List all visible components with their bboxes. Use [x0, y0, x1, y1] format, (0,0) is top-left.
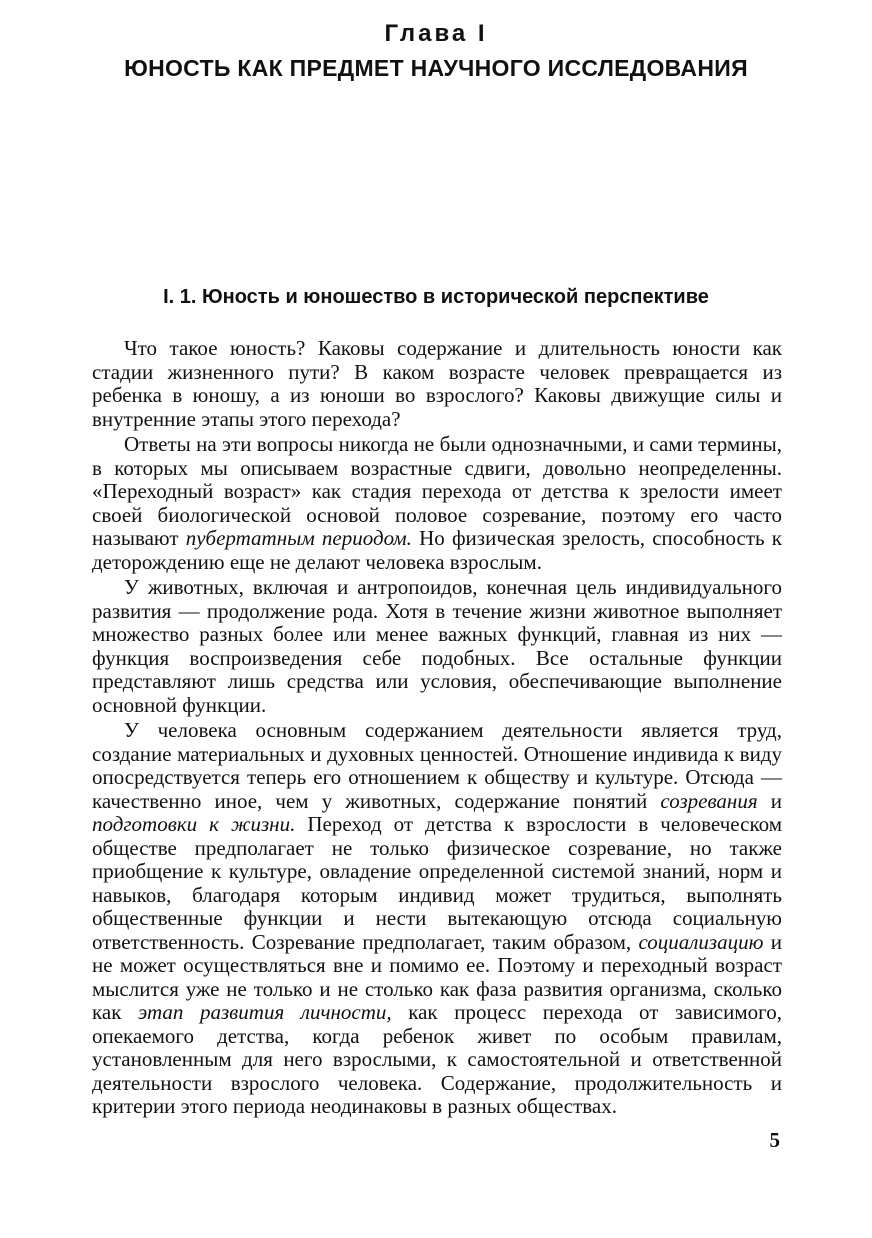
- body-text: [92, 337, 782, 1119]
- paragraph-4-emphasis-2: подготовки к жизни.: [92, 812, 296, 836]
- paragraph-4-emphasis-1: созревания: [660, 788, 758, 813]
- paragraph-4-text-3: Переход от детства к взрослости в человеческом обществе предполагает не только физическое созревание, но также приобщение к культуре, овладение определенной системой знаний, норм и навыков, благодаря которым индивид может трудиться, выполнять общественные функции и нести вытекающую отсюда социальную ответственность. Созревание предполагает, таким образом,: [92, 812, 782, 954]
- paragraph-4-text-1: У человека основным содержанием деятельности является труд, создание материальных и духовных ценностей. Отношение индивида к виду опосредствуется теперь его отношением к обществу и культуре. Отсюда — качественно иное, чем у животных, содержание понятий: [92, 718, 782, 813]
- paragraph-4: [92, 719, 782, 1119]
- section-heading: I. 1. Юность и юношество в исторической перспективе: [163, 286, 709, 308]
- paragraph-2-text-b: Но физическая зрелость, способность к деторождению еще не делают человека взрослым.: [92, 526, 782, 574]
- paragraph-4-emphasis-3: социализацию: [638, 929, 764, 954]
- paragraph-4-text-2: и: [757, 788, 782, 813]
- paragraph-4-text-5: как процесс перехода от зависимого, опекаемого детства, когда ребенок живет по особым правилам, установленным для него взрослыми, к самостоятельной и ответственной деятельности взрослого человека. Содержание, продолжительность и критерии этого периода неодинаковы в разных обществах.: [92, 1000, 782, 1118]
- paragraph-1: Что такое юность? Каковы содержание и длительность юности как стадии жизненного пути? В каком возрасте человек превращается из ребенка в юношу, а из юноши во взрослого? Каковы движущие силы и внутренние этапы этого перехода?: [92, 336, 782, 431]
- paragraph-4-text-4: и не может осуществляться вне и помимо ее. Поэтому и переходный возраст мыслится уже не только и не столько как фаза развития организма, сколько как: [92, 929, 782, 1024]
- paragraph-2-text-a: Ответы на эти вопросы никогда не были однозначными, и сами термины, в которых мы описываем возрастные сдвиги, довольно неопределенны. «Переходный возраст» как стадия перехода от детства к зрелости имеет своей биологической основой половое созревание, поэтому его часто называют: [92, 432, 782, 550]
- paragraph-3: У животных, включая и антропоидов, конечная цель индивидуального развития — продолжение рода. Хотя в течение жизни животное выполняет множество разных более или менее важных функций, главная из них — функция воспроизведения себе подобных. Все остальные функции представляют лишь средства или условия, обеспечивающие выполнение основной функции.: [92, 575, 782, 717]
- paragraph-4-emphasis-4: этап развития личности,: [138, 1000, 392, 1024]
- page-number: 5: [769, 1128, 780, 1152]
- paragraph-2-emphasis: пубертатным периодом.: [185, 526, 412, 550]
- paragraph-2: [92, 433, 782, 574]
- chapter-label: Глава I: [384, 20, 488, 47]
- chapter-title: ЮНОСТЬ КАК ПРЕДМЕТ НАУЧНОГО ИССЛЕДОВАНИЯ: [124, 55, 748, 81]
